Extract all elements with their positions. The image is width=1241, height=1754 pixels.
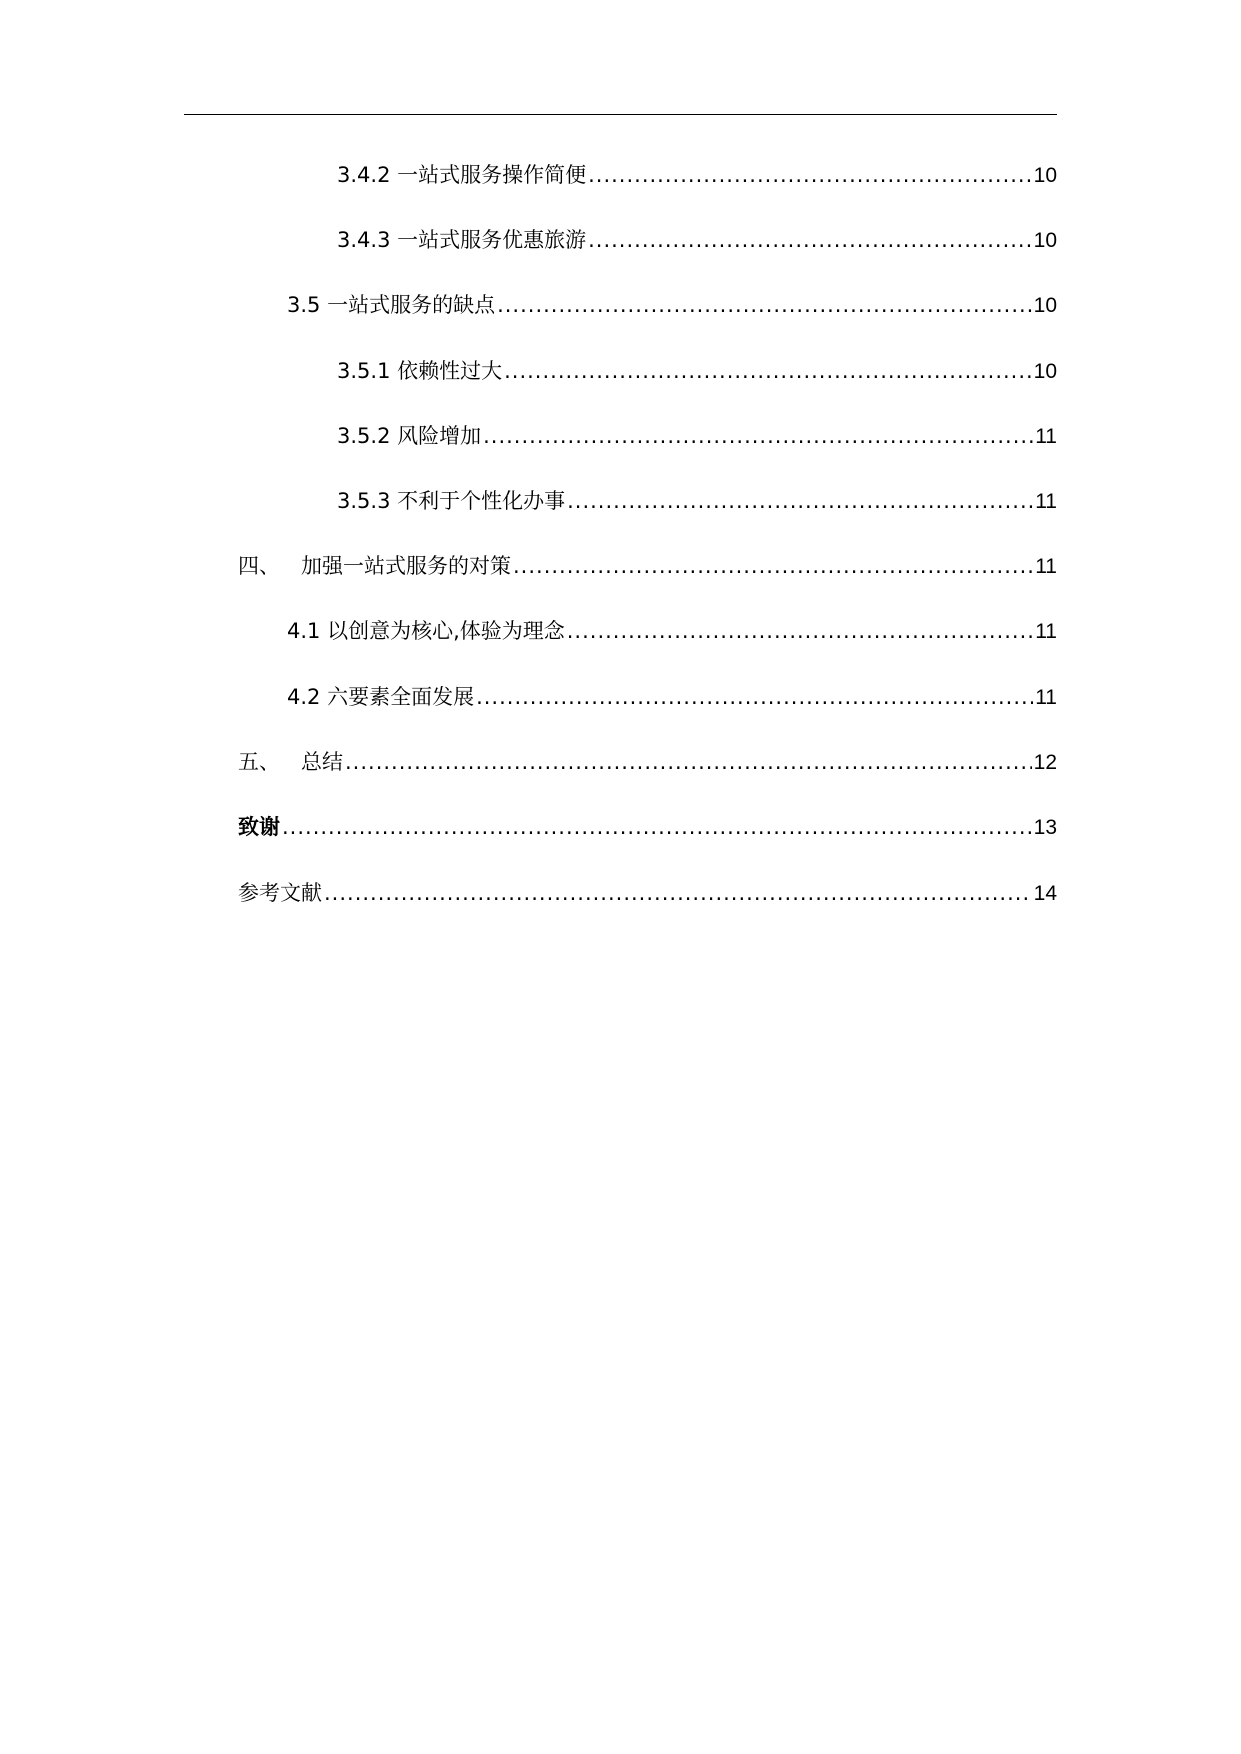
toc-dot-leader [476, 681, 1033, 713]
toc-entry-label: 3.5 一站式服务的缺点 [287, 293, 496, 317]
toc-entry-references[interactable] [238, 877, 1057, 909]
toc-entry-label: 4.2 六要素全面发展 [287, 685, 475, 709]
toc-entry-4-2[interactable] [287, 681, 1057, 713]
toc-dot-leader [497, 289, 1032, 321]
toc-entry-label: 3.4.3 一站式服务优惠旅游 [337, 228, 587, 252]
toc-entry-label: 3.4.2 一站式服务操作简便 [337, 163, 587, 187]
toc-dot-leader [588, 224, 1032, 256]
toc-entry-3-4-2[interactable] [337, 159, 1057, 191]
toc-page-number: 14 [1033, 882, 1057, 905]
toc-entry-label: 4.1 以创意为核心,体验为理念 [287, 619, 565, 643]
header-rule [184, 114, 1057, 115]
toc-dot-leader [567, 615, 1033, 647]
toc-entry-label: 致谢 [238, 815, 280, 839]
toc-dot-leader [567, 485, 1033, 517]
toc-chapter-title: 加强一站式服务的对策 [301, 554, 511, 578]
toc-page-number: 10 [1033, 294, 1057, 317]
toc-page-number: 11 [1035, 555, 1057, 578]
toc-entry-label: 3.5.1 依赖性过大 [337, 359, 503, 383]
toc-page-number: 10 [1033, 229, 1057, 252]
toc-entry-3-5-2[interactable] [337, 420, 1057, 452]
toc-page-number: 10 [1033, 360, 1057, 383]
toc-entry-chapter-5[interactable] [238, 746, 1057, 778]
toc-dot-leader [504, 355, 1032, 387]
toc-dot-leader [483, 420, 1033, 452]
toc-entry-3-4-3[interactable] [337, 224, 1057, 256]
toc-entry-3-5-1[interactable] [337, 355, 1057, 387]
toc-entry-4-1[interactable] [287, 615, 1057, 647]
toc-dot-leader [588, 159, 1032, 191]
toc-entry-label: 3.5.2 风险增加 [337, 424, 482, 448]
toc-entry-acknowledgements[interactable] [238, 811, 1057, 843]
toc-entry-3-5-3[interactable] [337, 485, 1057, 517]
toc-chapter-title: 总结 [301, 750, 343, 774]
toc-page-number: 10 [1033, 164, 1057, 187]
toc-entry-chapter-4[interactable] [238, 550, 1057, 582]
toc-entry-label [238, 746, 343, 778]
toc-entry-label: 3.5.3 不利于个性化办事 [337, 489, 566, 513]
toc-page-number: 12 [1033, 751, 1057, 774]
toc-page-number: 11 [1035, 686, 1057, 709]
toc-dot-leader [282, 811, 1032, 843]
toc-entry-label: 参考文献 [238, 881, 322, 905]
toc-chapter-number: 四、 [238, 554, 280, 578]
toc-entry-label [238, 550, 511, 582]
toc-chapter-number: 五、 [238, 750, 280, 774]
toc-page-number: 11 [1035, 490, 1057, 513]
toc-page-number: 11 [1035, 620, 1057, 643]
toc-page-number: 11 [1035, 425, 1057, 448]
toc-dot-leader [324, 877, 1032, 909]
toc-entry-3-5[interactable] [287, 289, 1057, 321]
toc-dot-leader [513, 550, 1033, 582]
toc-dot-leader [345, 746, 1032, 778]
toc-page-number: 13 [1033, 816, 1057, 839]
